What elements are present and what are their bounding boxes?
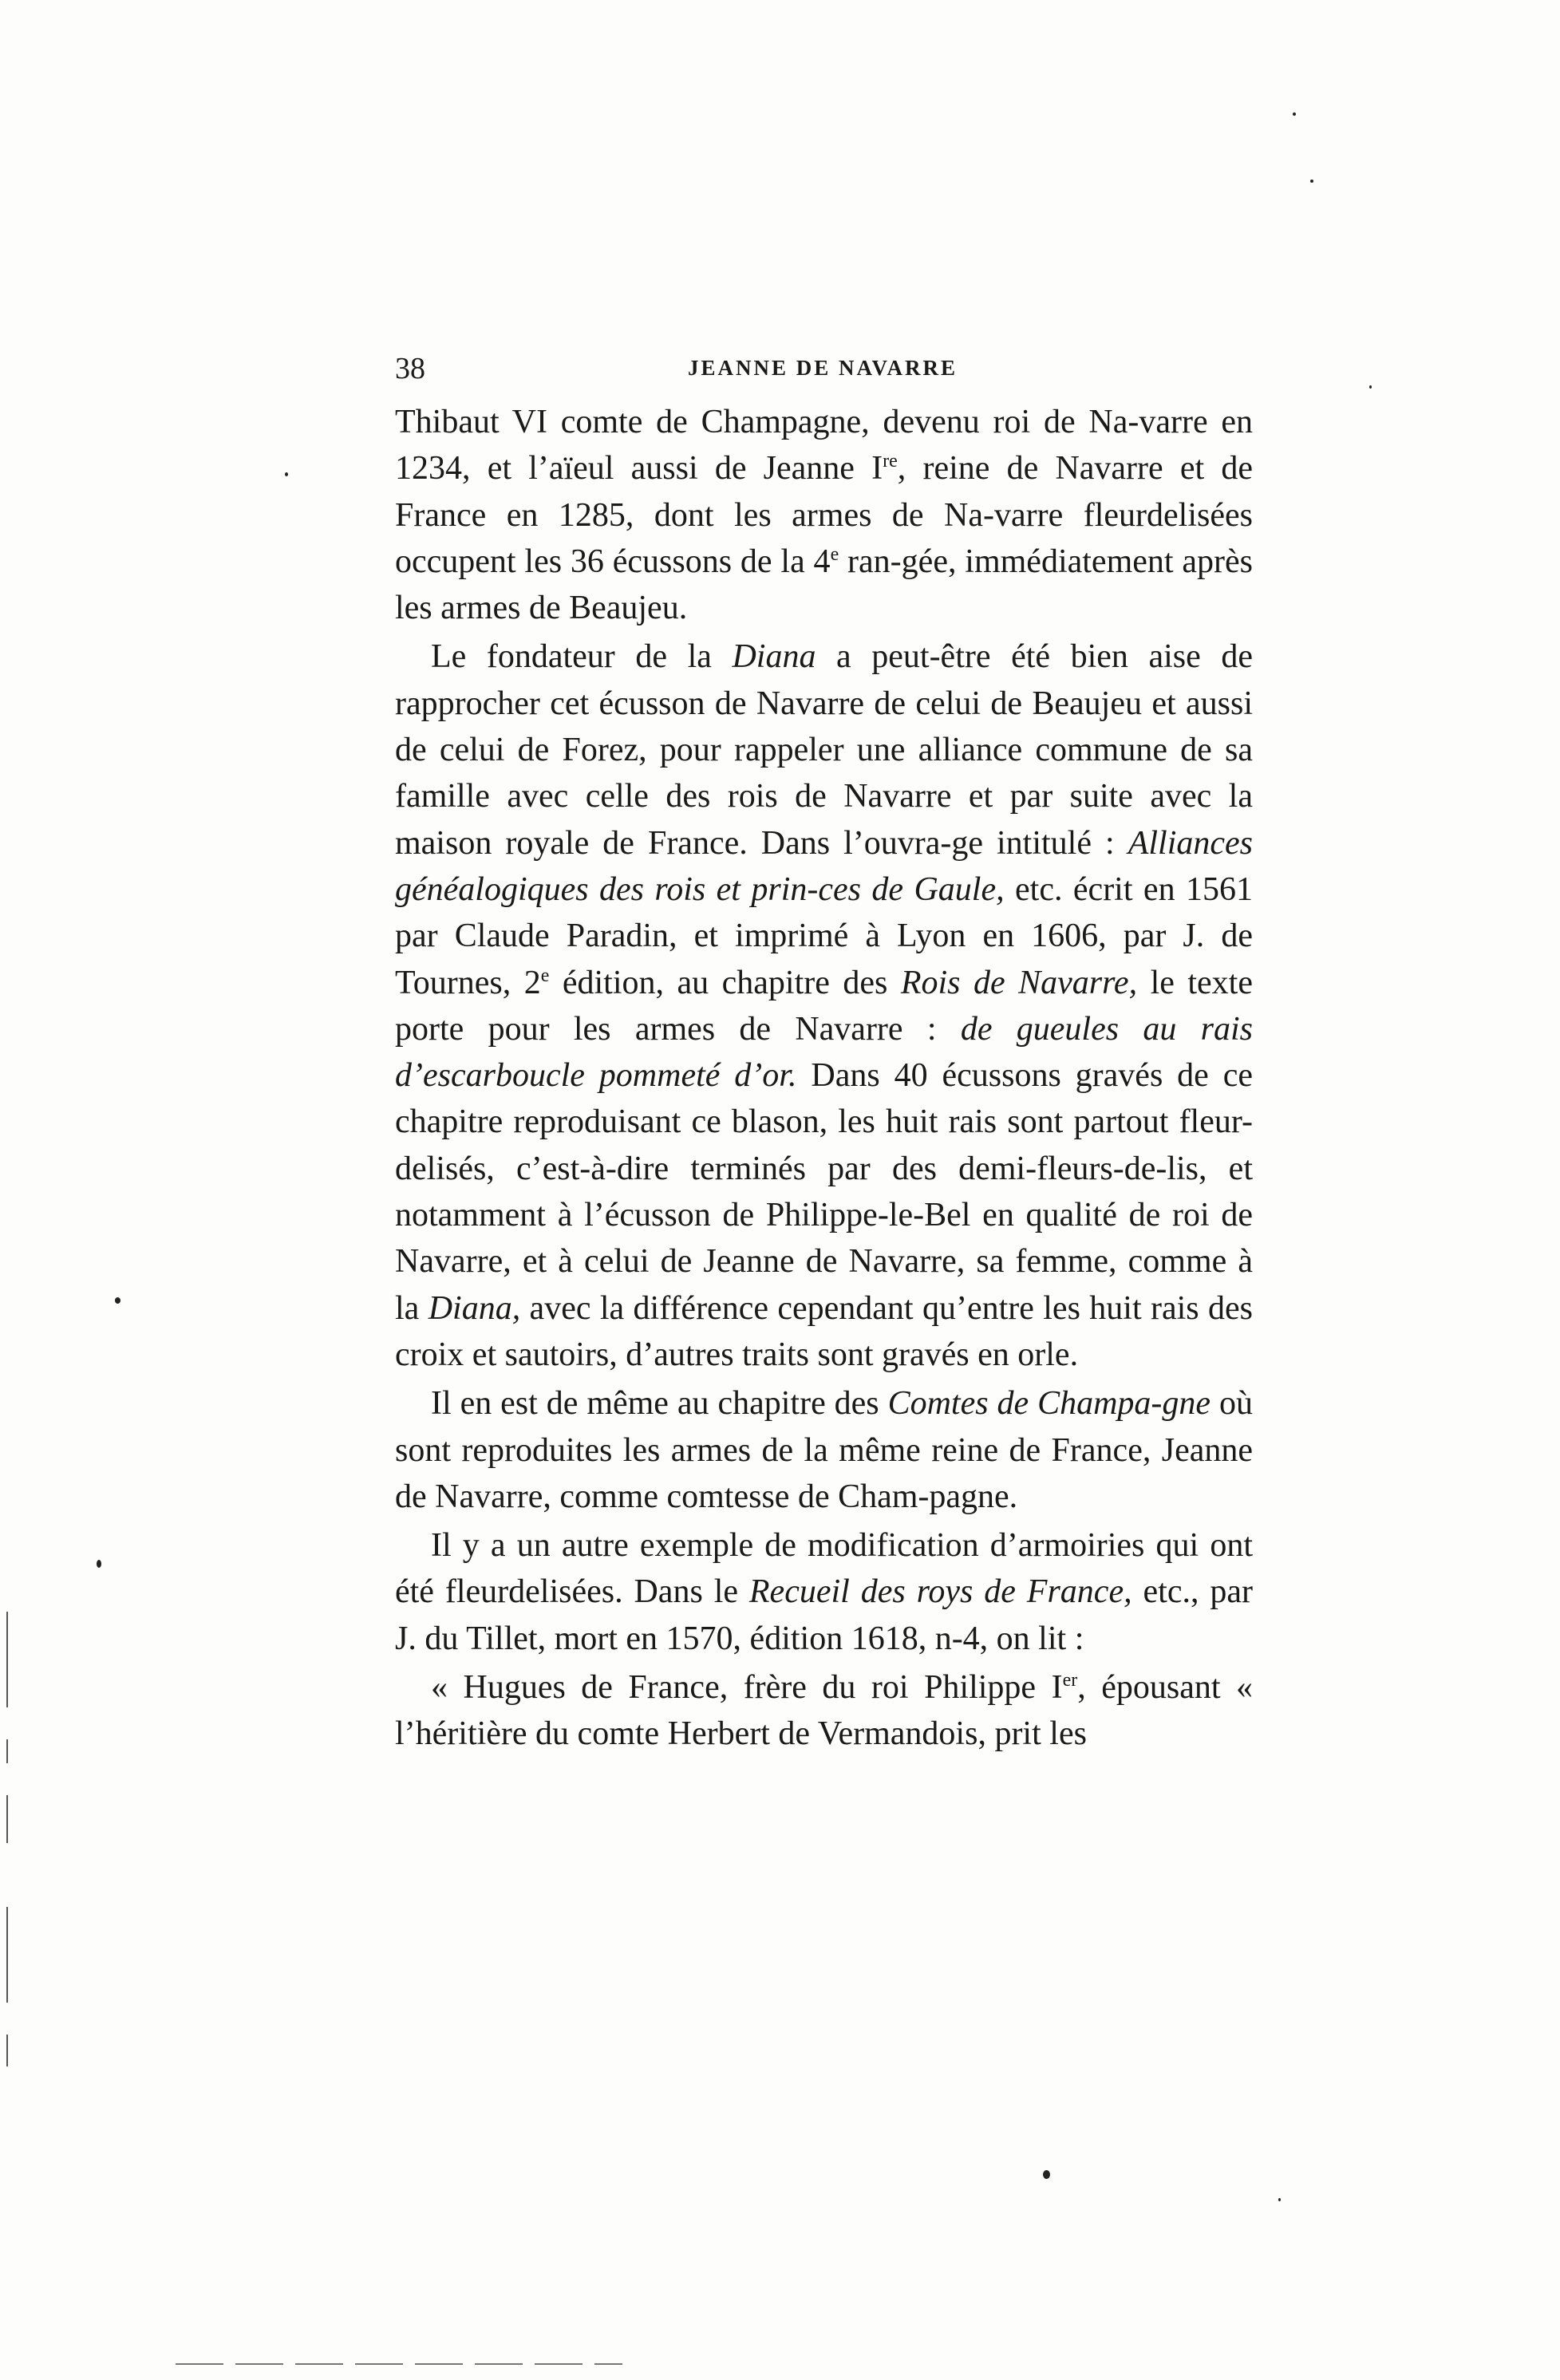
italic-text: Comtes de Champa-gne	[887, 1385, 1211, 1423]
text-run: Il y a un autre exemple de modification d’armoiries qui ont été fleurdelisées. Dans le	[395, 1527, 1253, 1611]
text-run: , épousant « l’héritière du comte Herbert de Vermandois, prit les	[395, 1669, 1253, 1753]
superscript: er	[1062, 1670, 1078, 1691]
scan-speck	[1043, 2170, 1050, 2179]
text-run: Dans 40 écussons gravés de ce chapitre reproduisant ce blason, les huit rais sont partout fleur-delisés, c’est-à-dire terminés par des demi-fleurs-de-lis, et notamment à l’écusson de Philippe-le-Bel en qualité de roi de Navarre, et à celui de Jeanne de Navarre, sa femme, comme à la	[395, 1057, 1253, 1327]
scan-speck	[115, 1297, 120, 1304]
scan-edge-line	[6, 1739, 8, 1763]
text-run: , reine de Navarre et de France en 1285, dont les armes de Na-varre fleurdelisées occupent les 36 écussons de la 4	[395, 450, 1254, 580]
text-run: a peut-être été bien aise de rapprocher cet écusson de Navarre de celui de Beaujeu et aussi de celui de Forez, pour rappeler une alliance commune de sa famille avec celle des rois de Navarre et par suite avec la maison royale de France. Dans l’ouvra-ge intitulé :	[395, 638, 1253, 862]
text-run: le texte porte pour les armes de Navarre :	[395, 964, 1253, 1048]
text-run: avec la différence cependant qu’entre les huit rais des croix et sautoirs, d’autres traits sont gravés en orle.	[395, 1289, 1254, 1373]
text-run: ran-gée, immédiatement après les armes de Beaujeu.	[395, 543, 1253, 627]
running-head	[395, 351, 1273, 391]
paragraph	[395, 633, 1253, 1378]
italic-text: de gueules au rais d’escarboucle pommeté d’or.	[395, 1010, 1254, 1095]
paragraph	[395, 1522, 1253, 1662]
italic-text: Recueil des roys de France,	[748, 1573, 1132, 1611]
text-run: où sont reproduites les armes de la même reine de France, Jeanne de Navarre, comme comtesse de Cham-pagne.	[395, 1385, 1253, 1515]
text-run: Le fondateur de la	[431, 638, 733, 676]
italic-text: Diana	[732, 638, 816, 676]
scan-edge-line	[6, 2035, 8, 2066]
text-run: Il en est de même au chapitre des	[431, 1385, 888, 1423]
text-run: etc. écrit en 1561 par Claude Paradin, et imprimé à Lyon en 1606, par J. de Tournes, 2	[395, 870, 1253, 1001]
paragraph	[395, 1664, 1253, 1758]
scan-speck	[1369, 385, 1372, 389]
paragraph	[395, 399, 1253, 631]
scan-edge-line	[6, 1612, 8, 1707]
superscript: re	[883, 451, 898, 472]
superscript: e	[830, 543, 839, 565]
italic-text: Diana,	[428, 1289, 521, 1327]
scan-speck	[1310, 180, 1313, 183]
text-run: édition, au chapitre des	[549, 964, 901, 1001]
scan-speck	[1278, 2198, 1281, 2201]
italic-text: Rois de Navarre,	[900, 964, 1138, 1001]
paragraph	[395, 1380, 1253, 1520]
scan-bottom-rule	[176, 2363, 622, 2365]
text-run: « Hugues de France, frère du roi Philippe I	[431, 1669, 1063, 1707]
scan-edge-line	[6, 1907, 8, 2003]
body-text	[395, 399, 1253, 1760]
text-run: Thibaut VI comte de Champagne, devenu roi de Na-varre en 1234, et l’aïeul aussi de Jeanne I	[395, 404, 1253, 487]
scan-speck	[285, 472, 288, 476]
scan-speck	[1293, 112, 1296, 116]
scan-speck	[97, 1560, 101, 1568]
header-title: JEANNE DE NAVARRE	[688, 356, 958, 380]
text-run: etc., par J. du Tillet, mort en 1570, édition 1618, n-4, on lit :	[395, 1573, 1253, 1657]
italic-text: Alliances généalogiques des rois et prin-ces de Gaule,	[395, 824, 1253, 908]
scan-edge-line	[6, 1795, 8, 1843]
superscript: e	[540, 965, 550, 986]
page-number: 38	[395, 352, 425, 385]
